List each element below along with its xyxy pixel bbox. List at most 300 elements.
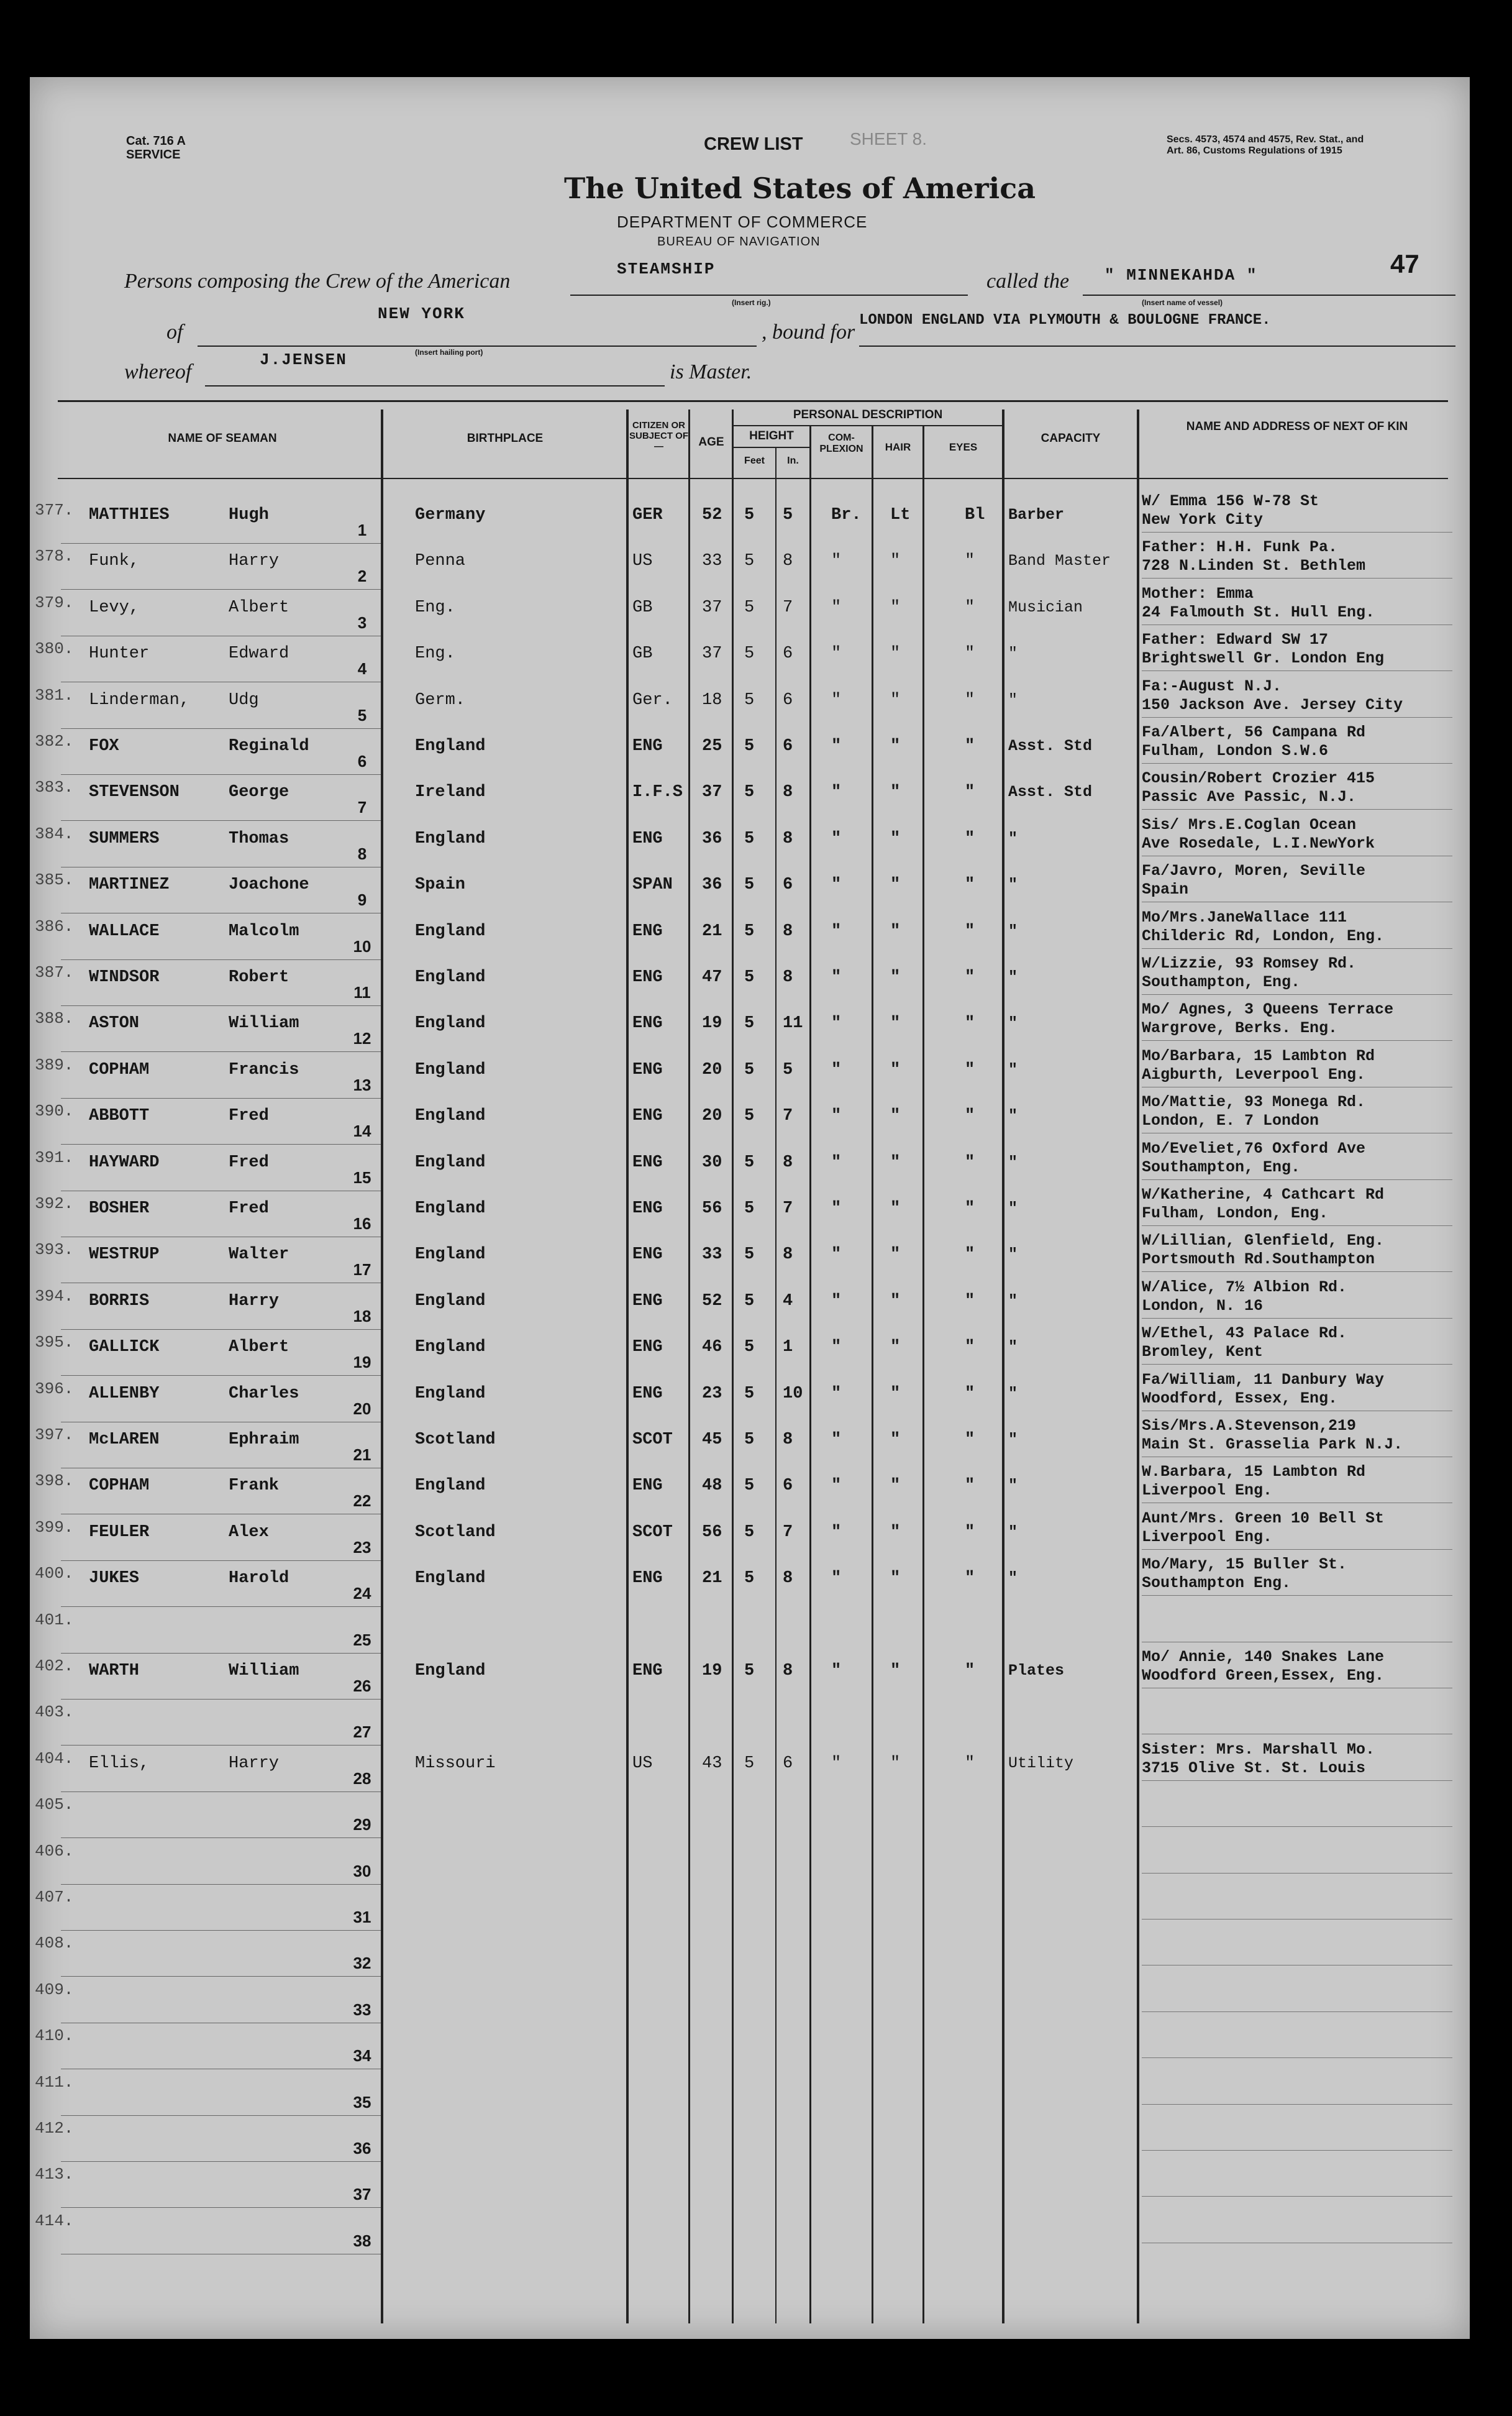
whereof-label: whereof bbox=[124, 360, 192, 383]
bound-label: , bound for bbox=[762, 321, 855, 344]
cell-age: 56 bbox=[702, 1523, 722, 1542]
cell-hair: " bbox=[890, 876, 901, 894]
row-number: 28 bbox=[353, 1769, 371, 1788]
cell-capacity: " bbox=[1008, 691, 1018, 709]
cell-birthplace: England bbox=[415, 1153, 486, 1172]
row-number: 20 bbox=[353, 1399, 371, 1418]
cell-eyes: " bbox=[965, 830, 975, 848]
margin-number: 409. bbox=[35, 1980, 74, 1999]
cell-complexion: " bbox=[831, 1245, 842, 1264]
cell-hair: " bbox=[890, 737, 901, 756]
row-number: 9 bbox=[357, 890, 367, 909]
kin-rule bbox=[1142, 1919, 1452, 1920]
row-rule bbox=[61, 1329, 381, 1330]
cell-eyes: " bbox=[965, 552, 975, 570]
row-number: 1 bbox=[357, 521, 367, 539]
margin-number: 389. bbox=[35, 1056, 74, 1074]
cell-feet: 5 bbox=[744, 691, 755, 710]
cell-given: Ephraim bbox=[229, 1430, 299, 1449]
cell-age: 19 bbox=[702, 1014, 722, 1033]
cell-hair: " bbox=[890, 1754, 901, 1773]
destination-underline bbox=[859, 345, 1455, 347]
cell-hair: " bbox=[890, 1662, 901, 1680]
margin-number: 377. bbox=[35, 501, 74, 519]
margin-number: 412. bbox=[35, 2119, 74, 2138]
cell-eyes: " bbox=[965, 1199, 975, 1218]
cell-citizen: ENG bbox=[632, 1338, 663, 1357]
cell-kin-line-1: Mo/ Agnes, 3 Queens Terrace bbox=[1142, 1000, 1394, 1018]
statute-line-1: Secs. 4573, 4574 and 4575, Rev. Stat., and bbox=[1167, 134, 1364, 145]
cell-kin-line-1: W/Alice, 7½ Albion Rd. bbox=[1142, 1278, 1347, 1296]
margin-number: 414. bbox=[35, 2212, 74, 2230]
row-number: 29 bbox=[353, 1815, 371, 1834]
cell-kin-line-2: Portsmouth Rd.Southampton bbox=[1142, 1250, 1375, 1268]
cell-citizen: SCOT bbox=[632, 1430, 673, 1449]
cell-inches: 8 bbox=[783, 1662, 793, 1680]
cell-kin-line-1: Sis/Mrs.A.Stevenson,219 bbox=[1142, 1417, 1357, 1435]
cell-eyes: " bbox=[965, 1662, 975, 1680]
cell-inches: 8 bbox=[783, 830, 793, 848]
cell-given: Robert bbox=[229, 968, 289, 987]
cell-surname: Levy, bbox=[89, 598, 140, 617]
cell-kin-line-2: Woodford Green,Essex, Eng. bbox=[1142, 1667, 1385, 1685]
cell-inches: 7 bbox=[783, 1523, 793, 1542]
cell-complexion: " bbox=[831, 1153, 842, 1172]
hailing-port-hint: (Insert hailing port) bbox=[415, 348, 483, 357]
row-number: 23 bbox=[353, 1538, 371, 1557]
margin-number: 388. bbox=[35, 1009, 74, 1028]
cell-capacity: " bbox=[1008, 1199, 1018, 1217]
cell-capacity: " bbox=[1008, 1014, 1018, 1032]
cell-inches: 7 bbox=[783, 1199, 793, 1218]
cell-given: Albert bbox=[229, 1338, 289, 1357]
cell-hair: " bbox=[890, 1476, 901, 1495]
row-rule bbox=[61, 728, 381, 729]
cell-feet: 5 bbox=[744, 1384, 755, 1403]
cell-capacity: " bbox=[1008, 1476, 1018, 1494]
cell-feet: 5 bbox=[744, 1107, 755, 1125]
table-row bbox=[30, 1795, 1470, 1841]
cell-citizen: ENG bbox=[632, 968, 663, 987]
col-header-age: AGE bbox=[698, 436, 724, 449]
cell-citizen: ENG bbox=[632, 1292, 663, 1311]
cell-eyes: " bbox=[965, 1384, 975, 1403]
cell-eyes: " bbox=[965, 1754, 975, 1773]
cell-eyes: " bbox=[965, 922, 975, 941]
cell-feet: 5 bbox=[744, 1245, 755, 1264]
col-header-height: HEIGHT bbox=[749, 429, 794, 442]
cell-kin-line-2: Passic Ave Passic, N.J. bbox=[1142, 788, 1357, 806]
cell-capacity: " bbox=[1008, 968, 1018, 986]
margin-number: 413. bbox=[35, 2165, 74, 2184]
cell-birthplace: Spain bbox=[415, 876, 466, 894]
cell-given: Udg bbox=[229, 691, 259, 710]
cell-birthplace: England bbox=[415, 1014, 486, 1033]
cell-kin-line-2: Wargrove, Berks. Eng. bbox=[1142, 1019, 1338, 1037]
cell-kin-line-2: Childeric Rd, London, Eng. bbox=[1142, 927, 1385, 945]
cell-feet: 5 bbox=[744, 1754, 755, 1773]
table-row bbox=[30, 1648, 1470, 1703]
form-number-text: Cat. 716 A bbox=[126, 134, 186, 148]
row-number: 15 bbox=[353, 1168, 371, 1187]
cell-age: 20 bbox=[702, 1061, 722, 1079]
margin-number: 383. bbox=[35, 778, 74, 797]
cell-given: Harry bbox=[229, 1754, 280, 1773]
cell-kin-line-1: W/Lizzie, 93 Romsey Rd. bbox=[1142, 954, 1357, 972]
cell-age: 36 bbox=[702, 876, 722, 894]
cell-complexion: " bbox=[831, 1569, 842, 1588]
cell-feet: 5 bbox=[744, 1476, 755, 1495]
cell-given: George bbox=[229, 783, 289, 802]
cell-complexion: " bbox=[831, 1292, 842, 1311]
cell-citizen: SCOT bbox=[632, 1523, 673, 1542]
kin-rule bbox=[1142, 948, 1452, 949]
row-number: 16 bbox=[353, 1214, 371, 1233]
cell-given: Harry bbox=[229, 1292, 280, 1311]
row-number: 6 bbox=[357, 752, 367, 771]
cell-age: 30 bbox=[702, 1153, 722, 1172]
cell-hair: " bbox=[890, 1292, 901, 1311]
row-number: 19 bbox=[353, 1353, 371, 1371]
cell-capacity: Utility bbox=[1008, 1754, 1074, 1772]
row-rule bbox=[61, 589, 381, 590]
margin-number: 399. bbox=[35, 1518, 74, 1537]
cell-birthplace: England bbox=[415, 1245, 486, 1264]
cell-eyes: " bbox=[965, 876, 975, 894]
cell-feet: 5 bbox=[744, 1199, 755, 1218]
col-header-birthplace: BIRTHPLACE bbox=[467, 432, 544, 445]
cell-citizen: ENG bbox=[632, 737, 663, 756]
cell-inches: 8 bbox=[783, 783, 793, 802]
cell-kin-line-2: Aigburth, Leverpool Eng. bbox=[1142, 1066, 1366, 1084]
col-header-inches: In. bbox=[787, 455, 799, 466]
kin-rule bbox=[1142, 809, 1452, 810]
table-row bbox=[30, 2165, 1470, 2211]
cell-hair: " bbox=[890, 1014, 901, 1033]
margin-number: 387. bbox=[35, 963, 74, 982]
cell-birthplace: England bbox=[415, 1662, 486, 1680]
vessel-underline bbox=[1083, 295, 1455, 296]
cell-citizen: ENG bbox=[632, 1476, 663, 1495]
cell-age: 37 bbox=[702, 644, 722, 663]
rig-value: STEAMSHIP bbox=[617, 260, 716, 278]
cell-given: Walter bbox=[229, 1245, 289, 1264]
row-number: 37 bbox=[353, 2185, 371, 2203]
cell-inches: 4 bbox=[783, 1292, 793, 1311]
cell-complexion: " bbox=[831, 1338, 842, 1357]
cell-citizen: ENG bbox=[632, 1662, 663, 1680]
cell-surname: MARTINEZ bbox=[89, 876, 170, 894]
cell-capacity: Asst. Std bbox=[1008, 737, 1093, 755]
cell-eyes: " bbox=[965, 1153, 975, 1172]
margin-number: 402. bbox=[35, 1657, 74, 1675]
cell-citizen: ENG bbox=[632, 1384, 663, 1403]
kin-rule bbox=[1142, 1826, 1452, 1827]
cell-kin-line-1: Mo/Mattie, 93 Monega Rd. bbox=[1142, 1093, 1366, 1111]
department-name: DEPARTMENT OF COMMERCE bbox=[617, 213, 868, 231]
cell-birthplace: England bbox=[415, 737, 486, 756]
cell-birthplace: England bbox=[415, 1107, 486, 1125]
row-rule bbox=[61, 1098, 381, 1099]
cell-complexion: " bbox=[831, 737, 842, 756]
cell-eyes: " bbox=[965, 1476, 975, 1495]
kin-rule bbox=[1142, 1271, 1452, 1272]
margin-number: 406. bbox=[35, 1842, 74, 1860]
cell-hair: Lt bbox=[890, 506, 911, 524]
kin-rule bbox=[1142, 532, 1452, 533]
table-row bbox=[30, 1888, 1470, 1934]
table-row bbox=[30, 1741, 1470, 1795]
cell-hair: " bbox=[890, 1153, 901, 1172]
of-label: of bbox=[166, 321, 183, 344]
cell-age: 23 bbox=[702, 1384, 722, 1403]
cell-inches: 11 bbox=[783, 1014, 803, 1033]
cell-age: 45 bbox=[702, 1430, 722, 1449]
cell-kin-line-2: Fulham, London S.W.6 bbox=[1142, 742, 1329, 760]
personal-description-rule bbox=[732, 425, 1002, 426]
margin-number: 380. bbox=[35, 639, 74, 658]
cell-given: Malcolm bbox=[229, 922, 299, 941]
row-number: 24 bbox=[353, 1584, 371, 1603]
row-number: 31 bbox=[353, 1908, 371, 1926]
row-number: 27 bbox=[353, 1723, 371, 1741]
cell-kin-line-2: New York City bbox=[1142, 511, 1264, 529]
col-header-feet: Feet bbox=[744, 455, 765, 466]
cell-age: 48 bbox=[702, 1476, 722, 1495]
cell-complexion: " bbox=[831, 1523, 842, 1542]
kin-rule bbox=[1142, 1040, 1452, 1041]
cell-capacity: " bbox=[1008, 876, 1018, 894]
cell-eyes: " bbox=[965, 968, 975, 987]
cell-given: Hugh bbox=[229, 506, 269, 524]
cell-capacity: " bbox=[1008, 1569, 1018, 1587]
row-number: 32 bbox=[353, 1954, 371, 1972]
cell-surname: FOX bbox=[89, 737, 119, 756]
cell-kin-line-1: Fa/Javro, Moren, Seville bbox=[1142, 862, 1366, 880]
cell-complexion: " bbox=[831, 783, 842, 802]
col-header-personal-description: PERSONAL DESCRIPTION bbox=[793, 408, 943, 421]
cell-hair: " bbox=[890, 644, 901, 663]
row-rule bbox=[61, 1653, 381, 1654]
cell-complexion: " bbox=[831, 598, 842, 617]
cell-surname: BOSHER bbox=[89, 1199, 150, 1218]
cell-eyes: " bbox=[965, 1245, 975, 1264]
statute-line-2: Art. 86, Customs Regulations of 1915 bbox=[1167, 145, 1342, 156]
cell-given: Charles bbox=[229, 1384, 299, 1403]
cell-surname: GALLICK bbox=[89, 1338, 160, 1357]
cell-kin-line-2: Liverpool Eng. bbox=[1142, 1481, 1273, 1499]
kin-rule bbox=[1142, 1364, 1452, 1365]
row-number: 34 bbox=[353, 2046, 371, 2065]
cell-given: William bbox=[229, 1014, 299, 1033]
cell-birthplace: England bbox=[415, 1199, 486, 1218]
cell-eyes: " bbox=[965, 644, 975, 663]
cell-birthplace: England bbox=[415, 1061, 486, 1079]
cell-feet: 5 bbox=[744, 1569, 755, 1588]
cell-eyes: " bbox=[965, 1338, 975, 1357]
cell-given: Joachone bbox=[229, 876, 309, 894]
cell-kin-line-2: Brightswell Gr. London Eng bbox=[1142, 649, 1385, 667]
table-row bbox=[30, 1555, 1470, 1610]
row-number: 4 bbox=[357, 659, 367, 678]
row-number: 13 bbox=[353, 1076, 371, 1094]
cell-inches: 8 bbox=[783, 968, 793, 987]
cell-birthplace: Eng. bbox=[415, 598, 455, 617]
cell-age: 36 bbox=[702, 830, 722, 848]
col-header-hair: HAIR bbox=[885, 441, 911, 453]
table-row bbox=[30, 2212, 1470, 2258]
cell-given: Francis bbox=[229, 1061, 299, 1079]
cell-feet: 5 bbox=[744, 783, 755, 802]
margin-number: 403. bbox=[35, 1703, 74, 1721]
vessel-hint: (Insert name of vessel) bbox=[1142, 298, 1223, 307]
cell-eyes: " bbox=[965, 1523, 975, 1542]
cell-hair: " bbox=[890, 922, 901, 941]
cell-eyes: " bbox=[965, 1569, 975, 1588]
cell-kin-line-1: Father: H.H. Funk Pa. bbox=[1142, 538, 1338, 556]
cell-kin-line-1: W.Barbara, 15 Lambton Rd bbox=[1142, 1463, 1366, 1481]
cell-eyes: " bbox=[965, 1430, 975, 1449]
cell-feet: 5 bbox=[744, 876, 755, 894]
cell-capacity: " bbox=[1008, 1430, 1018, 1448]
cell-surname: Funk, bbox=[89, 552, 140, 570]
cell-eyes: Bl bbox=[965, 506, 985, 524]
cell-age: 37 bbox=[702, 598, 722, 617]
page-number: 47 bbox=[1390, 249, 1419, 278]
margin-number: 410. bbox=[35, 2026, 74, 2045]
called-label: called the bbox=[986, 270, 1070, 293]
cell-hair: " bbox=[890, 1384, 901, 1403]
cell-inches: 6 bbox=[783, 737, 793, 756]
cell-complexion: " bbox=[831, 968, 842, 987]
row-number: 35 bbox=[353, 2093, 371, 2112]
cell-kin-line-2: Fulham, London, Eng. bbox=[1142, 1204, 1329, 1222]
master-underline bbox=[205, 385, 665, 387]
cell-kin-line-1: Fa/Albert, 56 Campana Rd bbox=[1142, 723, 1366, 741]
cell-birthplace: Scotland bbox=[415, 1523, 496, 1542]
kin-rule bbox=[1142, 1780, 1452, 1781]
cell-surname: JUKES bbox=[89, 1569, 140, 1588]
kin-rule bbox=[1142, 994, 1452, 995]
cell-birthplace: England bbox=[415, 968, 486, 987]
cell-capacity: Asst. Std bbox=[1008, 783, 1093, 801]
cell-kin-line-1: W/Lillian, Glenfield, Eng. bbox=[1142, 1232, 1385, 1250]
cell-capacity: " bbox=[1008, 830, 1018, 848]
table-row bbox=[30, 2119, 1470, 2165]
cell-given: Frank bbox=[229, 1476, 280, 1495]
margin-number: 394. bbox=[35, 1287, 74, 1306]
cell-eyes: " bbox=[965, 1292, 975, 1311]
col-header-name: NAME OF SEAMAN bbox=[168, 432, 277, 445]
crew-list-title: CREW LIST bbox=[704, 134, 803, 154]
cell-kin-line-2: Woodford, Essex, Eng. bbox=[1142, 1389, 1338, 1407]
cell-inches: 8 bbox=[783, 1245, 793, 1264]
cell-surname: Linderman, bbox=[89, 691, 190, 710]
cell-birthplace: Eng. bbox=[415, 644, 455, 663]
row-rule bbox=[61, 1976, 381, 1977]
table-row bbox=[30, 2073, 1470, 2119]
cell-feet: 5 bbox=[744, 1292, 755, 1311]
margin-number: 390. bbox=[35, 1102, 74, 1120]
cell-kin-line-1: W/Ethel, 43 Palace Rd. bbox=[1142, 1324, 1347, 1342]
cell-kin-line-1: Cousin/Robert Crozier 415 bbox=[1142, 769, 1375, 787]
cell-capacity: " bbox=[1008, 922, 1018, 940]
cell-surname: McLAREN bbox=[89, 1430, 160, 1449]
margin-number: 392. bbox=[35, 1194, 74, 1213]
cell-age: 43 bbox=[702, 1754, 722, 1773]
cell-eyes: " bbox=[965, 598, 975, 617]
margin-number: 385. bbox=[35, 871, 74, 889]
cell-complexion: " bbox=[831, 830, 842, 848]
col-header-eyes: EYES bbox=[949, 441, 978, 453]
cell-capacity: Barber bbox=[1008, 506, 1065, 524]
margin-number: 379. bbox=[35, 593, 74, 612]
cell-hair: " bbox=[890, 1523, 901, 1542]
destination-value: LONDON ENGLAND VIA PLYMOUTH & BOULOGNE FRANCE. bbox=[859, 312, 1271, 329]
cell-feet: 5 bbox=[744, 1662, 755, 1680]
cell-capacity: Plates bbox=[1008, 1662, 1065, 1680]
cell-kin-line-2: Main St. Grasselia Park N.J. bbox=[1142, 1435, 1403, 1453]
cell-hair: " bbox=[890, 598, 901, 617]
cell-surname: SUMMERS bbox=[89, 830, 160, 848]
cell-kin-line-2: London, N. 16 bbox=[1142, 1297, 1264, 1315]
kin-rule bbox=[1142, 1549, 1452, 1550]
margin-number: 408. bbox=[35, 1934, 74, 1952]
cell-feet: 5 bbox=[744, 1523, 755, 1542]
country-title: The United States of America bbox=[564, 172, 1036, 205]
cell-hair: " bbox=[890, 783, 901, 802]
cell-inches: 6 bbox=[783, 1754, 793, 1773]
kin-rule bbox=[1142, 1318, 1452, 1319]
row-rule bbox=[61, 1051, 381, 1052]
cell-citizen: I.F.S bbox=[632, 783, 683, 802]
cell-feet: 5 bbox=[744, 552, 755, 570]
cell-hair: " bbox=[890, 1430, 901, 1449]
row-number: 33 bbox=[353, 2000, 371, 2019]
cell-kin-line-1: Fa/William, 11 Danbury Way bbox=[1142, 1371, 1385, 1389]
cell-birthplace: Germany bbox=[415, 506, 486, 524]
cell-kin-line-1: Fa:-August N.J. bbox=[1142, 677, 1282, 695]
kin-rule bbox=[1142, 717, 1452, 718]
cell-complexion: " bbox=[831, 1199, 842, 1218]
row-number: 8 bbox=[357, 844, 367, 863]
sheet-number: SHEET 8. bbox=[850, 129, 927, 149]
row-rule bbox=[61, 2207, 381, 2208]
cell-complexion: " bbox=[831, 1430, 842, 1449]
row-number: 25 bbox=[353, 1631, 371, 1649]
table-row bbox=[30, 1934, 1470, 1980]
cell-kin-line-2: Southampton Eng. bbox=[1142, 1574, 1291, 1592]
cell-citizen: ENG bbox=[632, 1569, 663, 1588]
rig-underline bbox=[570, 295, 968, 296]
cell-kin-line-2: Southampton, Eng. bbox=[1142, 973, 1301, 991]
cell-given: Harold bbox=[229, 1569, 289, 1588]
row-number: 14 bbox=[353, 1122, 371, 1140]
kin-rule bbox=[1142, 2104, 1452, 2105]
cell-feet: 5 bbox=[744, 1061, 755, 1079]
cell-kin-line-1: Sister: Mrs. Marshall Mo. bbox=[1142, 1741, 1375, 1759]
kin-rule bbox=[1142, 1595, 1452, 1596]
cell-citizen: GER bbox=[632, 506, 663, 524]
master-value: J.JENSEN bbox=[260, 350, 347, 369]
statute-reference bbox=[1167, 134, 1364, 157]
row-number: 36 bbox=[353, 2139, 371, 2157]
cell-kin-line-1: Mother: Emma bbox=[1142, 585, 1254, 603]
cell-capacity: " bbox=[1008, 1245, 1018, 1263]
table-row bbox=[30, 1842, 1470, 1888]
cell-surname: FEULER bbox=[89, 1523, 150, 1542]
cell-inches: 5 bbox=[783, 1061, 793, 1079]
